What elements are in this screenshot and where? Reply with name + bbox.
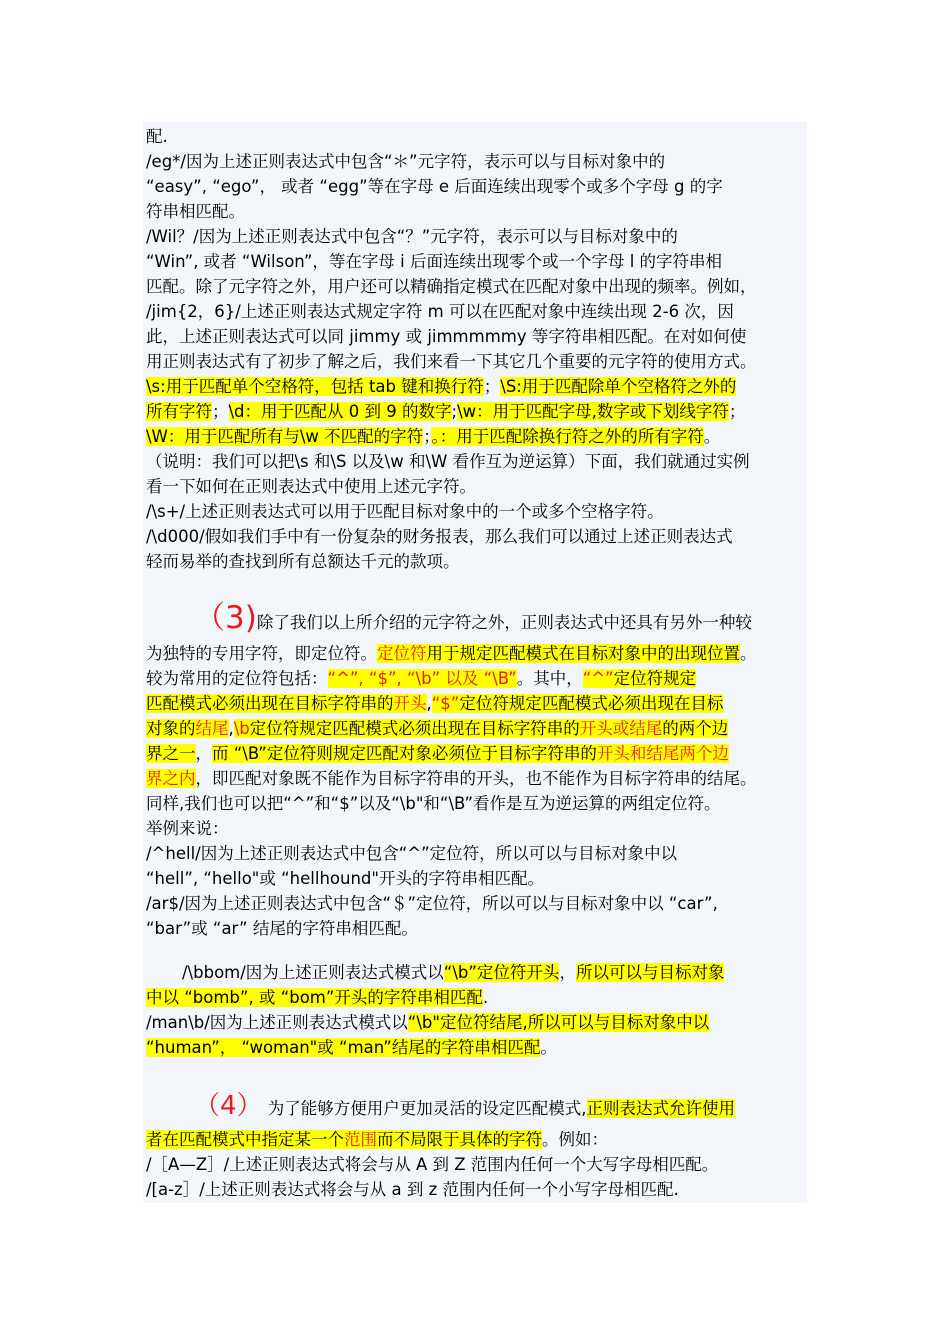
paragraph-line xyxy=(146,641,816,666)
paragraph-line: /ar$/因为上述正则表达式中包含“＄”定位符，所以可以与目标对象中以 “car”, xyxy=(146,894,718,913)
highlight-text: \W：用于匹配所有与\w 不匹配的字符 xyxy=(146,427,424,446)
paragraph-line: /Wil？/因为上述正则表达式中包含“？”元字符，表示可以与目标对象中的 xyxy=(146,227,678,246)
highlight-text: 。：用于匹配除换行符之外的所有字符 xyxy=(431,427,704,446)
separator: 。 xyxy=(703,427,721,446)
text-run: 。 xyxy=(540,1038,557,1057)
paragraph-line xyxy=(146,741,816,766)
highlight-text: 者在匹配模式中指定某一个 xyxy=(146,1130,344,1149)
paragraph-line xyxy=(146,1035,816,1060)
highlight-text: 而不局限于具体的字符 xyxy=(377,1130,542,1149)
highlight-text: “\b”定位符开头 xyxy=(443,963,560,982)
highlight-text: 所有字符 xyxy=(146,402,212,421)
highlight-red-text: “$” xyxy=(431,694,460,713)
paragraph-line xyxy=(146,399,816,424)
separator: ； xyxy=(728,402,746,421)
paragraph-line: 同样,我们也可以把“^”和“$”以及“\b"和“\B”看作是互为逆运算的两组定位符。 xyxy=(146,794,721,813)
highlight-red-text: 界之内 xyxy=(146,769,196,788)
paragraph-line: 配. xyxy=(146,127,168,146)
section-number: （4） xyxy=(194,1091,263,1121)
paragraph-line: “hell”, “hello"或 “hellhound"开头的字符串相匹配。 xyxy=(146,869,544,888)
highlight-red-text: 开头 xyxy=(393,694,427,713)
highlight-text: \w：用于匹配字母,数字或下划线字符 xyxy=(457,402,729,421)
paragraph-line xyxy=(146,960,816,985)
text-run: , xyxy=(228,719,234,738)
paragraph-line: 此，上述正则表达式可以同 jimmy 或 jimmmmmy 等字符串相匹配。在对如何使 xyxy=(146,327,747,346)
paragraph-line: 举例来说： xyxy=(146,819,229,838)
paragraph-line xyxy=(146,716,816,741)
text-run: . xyxy=(482,988,489,1007)
paragraph-line xyxy=(146,691,816,716)
paragraph-line: 匹配。除了元字符之外，用户还可以精确指定模式在匹配对象中出现的频率。例如， xyxy=(146,277,757,296)
separator: ； xyxy=(423,427,432,446)
highlight-text: 定位符规定匹配模式必须出现在目标 xyxy=(459,694,724,713)
text-run: 为了能够方便用户更加灵活的设定匹配模式, xyxy=(262,1099,587,1118)
highlight-red-text: 开头和结尾两个边 xyxy=(596,744,729,763)
highlight-text: 匹配模式必须出现在目标字符串的 xyxy=(146,694,394,713)
highlight-text: \S:用于匹配除单个空格符之外的 xyxy=(500,377,737,396)
text-run: /\bbom/因为上述正则表达式模式以 xyxy=(182,963,444,982)
paragraph-line: 符串相匹配。 xyxy=(146,202,245,221)
highlight-red-text: “^” xyxy=(582,669,614,688)
paragraph-line: “bar”或 “ar” 结尾的字符串相匹配。 xyxy=(146,919,418,938)
paragraph-line xyxy=(146,374,816,399)
text-run: 。其中， xyxy=(516,669,583,688)
text-run: /man\b/因为上述正则表达式模式以 xyxy=(146,1013,408,1032)
highlight-text: 对象的 xyxy=(146,719,196,738)
highlight-text: 的两个边 xyxy=(662,719,729,738)
highlight-text: \s:用于匹配单个空格符，包括 tab 键和换行符 xyxy=(146,377,484,396)
paragraph-line: 轻而易举的查找到所有总额达千元的款项。 xyxy=(146,552,460,571)
paragraph-line xyxy=(146,424,816,449)
paragraph-line: 用正则表达式有了初步了解之后，我们来看一下其它几个重要的元字符的使用方式。 xyxy=(146,352,757,371)
paragraph-line: “easy”, “ego”， 或者 “egg”等在字母 e 后面连续出现零个或多个字母 g 的字 xyxy=(146,177,723,196)
separator: ; xyxy=(451,402,458,421)
text-run: 为独特的专用字符，即定位符。 xyxy=(146,644,377,663)
section-number: （3) xyxy=(194,600,257,636)
highlight-red-text: “^”, “$”, “\b” 以及 “\B” xyxy=(327,669,517,688)
highlight-text: 正则表达式允许使用 xyxy=(586,1099,736,1118)
paragraph-line xyxy=(146,766,816,791)
separator: ； xyxy=(483,377,501,396)
highlight-text: “human”， “woman"或 “man”结尾的字符串相匹配 xyxy=(146,1038,541,1057)
highlight-text: “\b"定位符结尾,所以可以与目标对象中以 xyxy=(407,1013,710,1032)
paragraph-line: /\s+/上述正则表达式可以用于匹配目标对象中的一个或多个空格字符。 xyxy=(146,502,664,521)
paragraph-line xyxy=(146,666,816,691)
paragraph-line xyxy=(146,1010,816,1035)
highlight-text: 而 “\B”定位符则规定匹配对象必须位于目标字符串的 xyxy=(212,744,597,763)
paragraph-line: 看一下如何在正则表达式中使用上述元字符。 xyxy=(146,477,476,496)
highlight-text: 用于规定匹配模式在目标对象中的出现位置 xyxy=(426,644,740,663)
text-run: ，即匹配对象既不能作为目标字符串的开头，也不能作为目标字符串的结尾。 xyxy=(195,769,757,788)
paragraph-line: /［A—Z］/上述正则表达式将会与从 A 到 Z 范围内任何一个大写字母相匹配。 xyxy=(146,1155,719,1174)
paragraph-line: /^hell/因为上述正则表达式中包含“^”定位符，所以可以与目标对象中以 xyxy=(146,844,678,863)
text-run: 。例如： xyxy=(542,1130,608,1149)
highlight-red-text: 结尾 xyxy=(195,719,229,738)
paragraph-line xyxy=(146,1091,816,1121)
paragraph-line xyxy=(146,985,816,1010)
paragraph-line xyxy=(146,600,816,636)
paragraph-line xyxy=(146,1127,816,1152)
text-run: 。 xyxy=(740,644,757,663)
highlight-text: \d：用于匹配从 0 到 9 的数字 xyxy=(228,402,452,421)
separator: ； xyxy=(212,402,229,421)
text-run: ， xyxy=(195,744,212,763)
paragraph-line: /\d000/假如我们手中有一份复杂的财务报表，那么我们可以通过上述正则表达式 xyxy=(146,527,733,546)
highlight-red-text: \b xyxy=(233,719,250,738)
text-run: , xyxy=(426,694,432,713)
text-run: 较为常用的定位符包括： xyxy=(146,669,328,688)
paragraph-line: /eg*/因为上述正则表达式中包含“＊”元字符，表示可以与目标对象中的 xyxy=(146,152,666,171)
paragraph-line: /[a-z］/上述正则表达式将会与从 a 到 z 范围内任何一个小写字母相匹配. xyxy=(146,1180,679,1199)
highlight-red-text: 定位符 xyxy=(377,644,427,663)
text-run: ， xyxy=(559,963,576,982)
highlight-red-text: 范围 xyxy=(344,1130,377,1149)
highlight-text: 定位符规定匹配模式必须出现在目标字符串的 xyxy=(249,719,580,738)
text-run: 除了我们以上所介绍的元字符之外，正则表达式中还具有另外一种较 xyxy=(256,613,752,632)
highlight-text: 定位符规定 xyxy=(613,669,697,688)
highlight-text: 中以 “bomb”, 或 “bom”开头的字符串相匹配 xyxy=(146,988,483,1007)
highlight-text: 界之一 xyxy=(146,744,196,763)
highlight-red-text: 开头或结尾 xyxy=(579,719,663,738)
paragraph-line: （说明：我们可以把\s 和\S 以及\w 和\W 看作互为逆运算）下面，我们就通过实例 xyxy=(146,452,750,471)
paragraph-line: “Win”, 或者 “Wilson”，等在字母 i 后面连续出现零个或一个字母 l 的字符串相 xyxy=(146,252,723,271)
paragraph-line: /jim{2，6}/上述正则表达式规定字符 m 可以在匹配对象中连续出现 2-6 次，因 xyxy=(146,302,734,321)
highlight-text: 所以可以与目标对象 xyxy=(575,963,725,982)
